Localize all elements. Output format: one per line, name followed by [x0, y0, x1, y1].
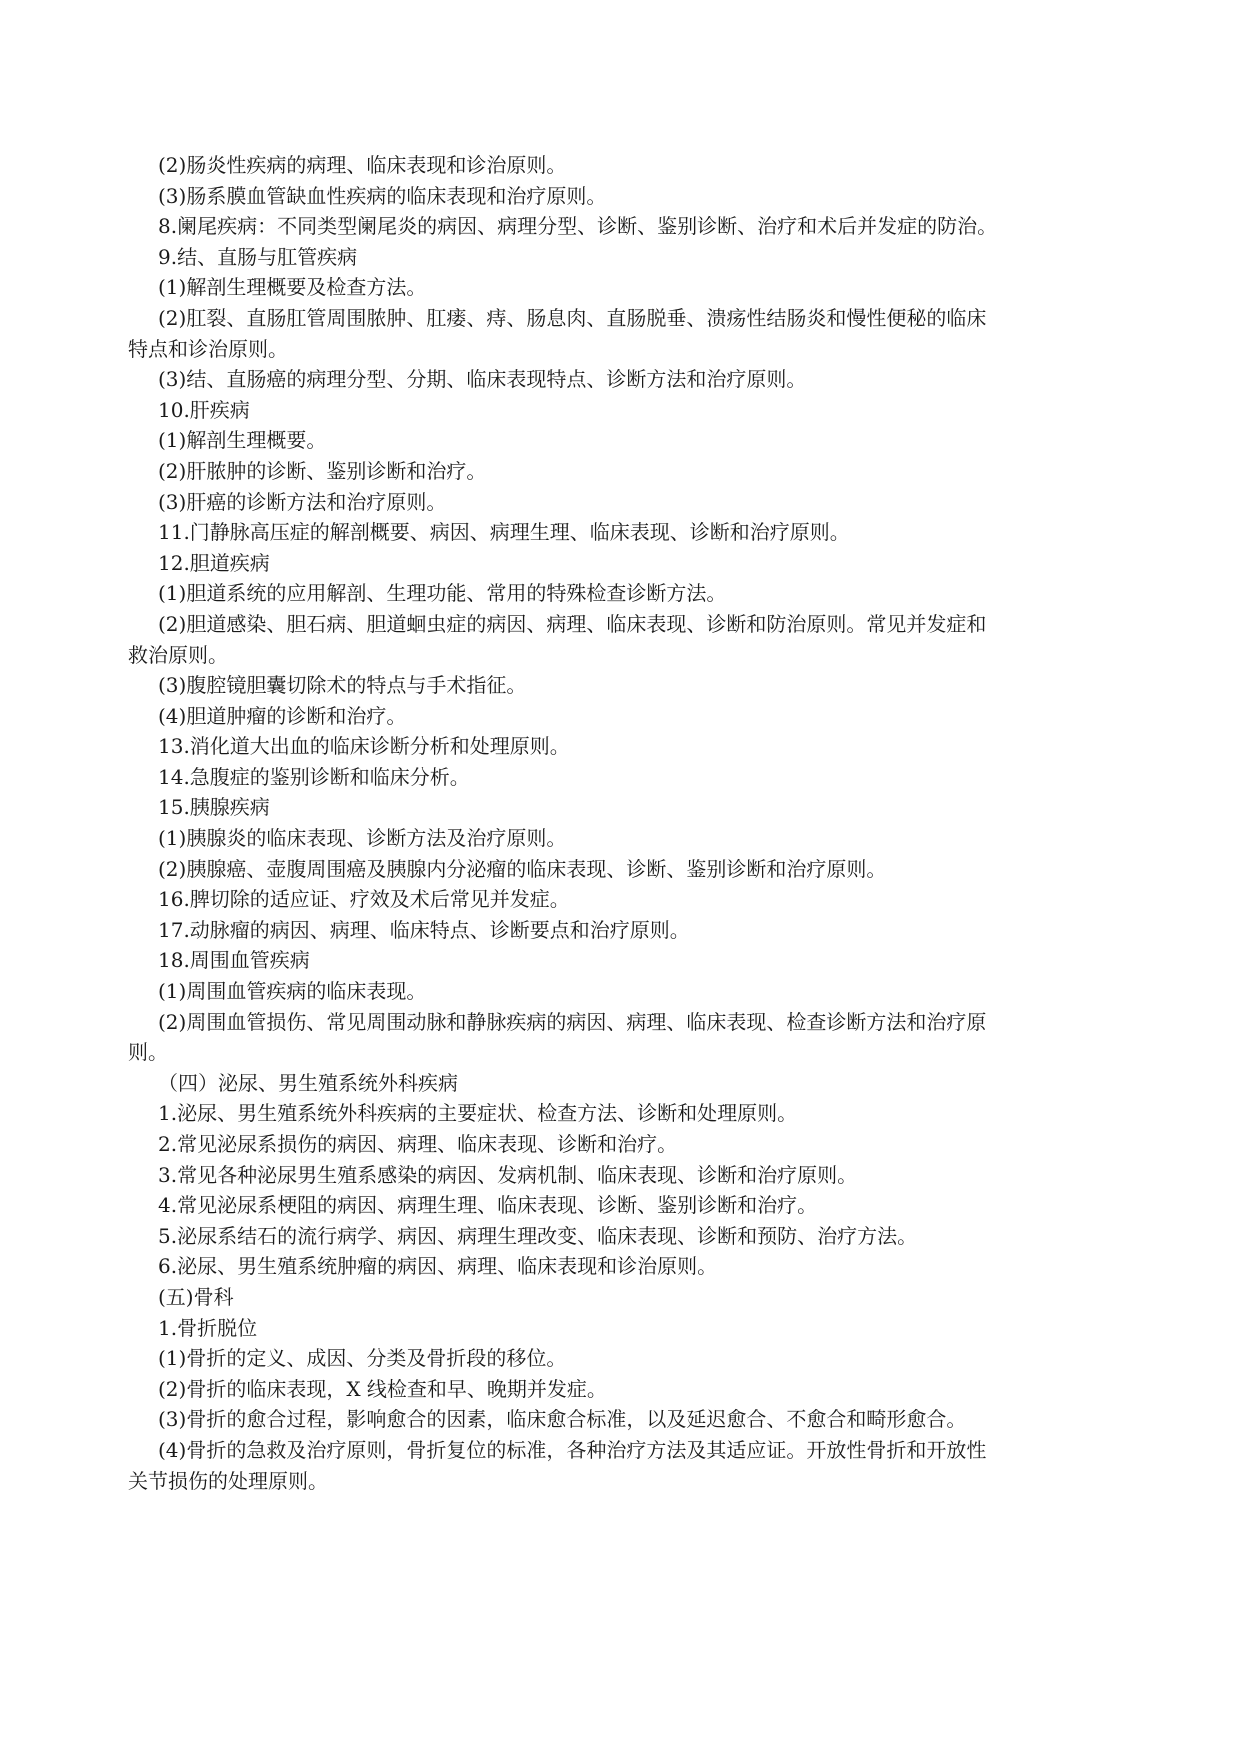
text-line: (2)胰腺癌、壶腹周围癌及胰腺内分泌瘤的临床表现、诊断、鉴别诊断和治疗原则。 — [158, 856, 887, 881]
text-line: 11.门静脉高压症的解剖概要、病因、病理生理、临床表现、诊断和治疗原则。 — [158, 520, 850, 545]
text-line: (2)周围血管损伤、常见周围动脉和静脉疾病的病因、病理、临床表现、检查诊断方法和治疗原 — [158, 1009, 987, 1034]
text-line: (2)肛裂、直肠肛管周围脓肿、肛瘘、痔、肠息肉、直肠脱垂、溃疡性结肠炎和慢性便秘的临床 — [158, 305, 987, 330]
text-line: (2)肠炎性疾病的病理、临床表现和诊治原则。 — [158, 153, 567, 177]
text-line: (4)胆道肿瘤的诊断和治疗。 — [158, 703, 407, 728]
text-line: (1)胰腺炎的临床表现、诊断方法及治疗原则。 — [158, 826, 567, 851]
text-line: (2)胆道感染、胆石病、胆道蛔虫症的病因、病理、临床表现、诊断和防治原则。常见并发症和 — [158, 611, 987, 636]
text-line: 10.肝疾病 — [158, 397, 250, 422]
text-line: (3)腹腔镜胆囊切除术的特点与手术指征。 — [158, 673, 527, 698]
text-line: (1)解剖生理概要及检查方法。 — [158, 275, 427, 300]
text-line: (3)结、直肠癌的病理分型、分期、临床表现特点、诊断方法和治疗原则。 — [158, 367, 807, 392]
text-line: 6.泌尿、男生殖系统肿瘤的病因、病理、临床表现和诊治原则。 — [158, 1254, 718, 1279]
text-line: (3)肝癌的诊断方法和治疗原则。 — [158, 489, 447, 514]
text-line: (2)肝脓肿的诊断、鉴别诊断和治疗。 — [158, 458, 487, 483]
text-line: 16.脾切除的适应证、疗效及术后常见并发症。 — [158, 887, 570, 912]
text-line: 14.急腹症的鉴别诊断和临床分析。 — [158, 764, 470, 789]
text-line: (3)肠系膜血管缺血性疾病的临床表现和治疗原则。 — [158, 183, 607, 208]
text-line-continuation: 关节损伤的处理原则。 — [128, 1468, 328, 1493]
text-line: 2.常见泌尿系损伤的病因、病理、临床表现、诊断和治疗。 — [158, 1132, 678, 1156]
text-line: 4.常见泌尿系梗阻的病因、病理生理、临床表现、诊断、鉴别诊断和治疗。 — [158, 1193, 818, 1218]
text-line: (五)骨科 — [158, 1284, 234, 1309]
text-line-continuation: 救治原则。 — [128, 642, 228, 667]
text-line-continuation: 特点和诊治原则。 — [128, 336, 288, 361]
text-line: 13.消化道大出血的临床诊断分析和处理原则。 — [158, 734, 570, 759]
text-line: (1)解剖生理概要。 — [158, 428, 327, 453]
text-line: (1)骨折的定义、成因、分类及骨折段的移位。 — [158, 1346, 567, 1371]
text-line: (1)周围血管疾病的临床表现。 — [158, 979, 427, 1004]
text-line: (2)骨折的临床表现，X 线检查和早、晚期并发症。 — [158, 1376, 607, 1401]
document-body — [128, 150, 1125, 1496]
text-line: 1.泌尿、男生殖系统外科疾病的主要症状、检查方法、诊断和处理原则。 — [158, 1101, 798, 1126]
section-heading: （四）泌尿、男生殖系统外科疾病 — [158, 1070, 458, 1095]
text-line: (3)骨折的愈合过程，影响愈合的因素，临床愈合标准，以及延迟愈合、不愈合和畸形愈合。 — [158, 1407, 967, 1432]
text-line: (4)骨折的急救及治疗原则，骨折复位的标准，各种治疗方法及其适应证。开放性骨折和开放性 — [158, 1437, 987, 1462]
text-line-continuation: 则。 — [128, 1040, 168, 1065]
text-line: 15.胰腺疾病 — [158, 795, 270, 820]
text-line: (1)胆道系统的应用解剖、生理功能、常用的特殊检查诊断方法。 — [158, 581, 727, 606]
text-line: 9.结、直肠与肛管疾病 — [158, 244, 358, 269]
text-line: 17.动脉瘤的病因、病理、临床特点、诊断要点和治疗原则。 — [158, 917, 690, 942]
text-line: 5.泌尿系结石的流行病学、病因、病理生理改变、临床表现、诊断和预防、治疗方法。 — [158, 1223, 918, 1248]
text-line: 8.阑尾疾病：不同类型阑尾炎的病因、病理分型、诊断、鉴别诊断、治疗和术后并发症的防治。 — [158, 214, 998, 239]
text-line: 3.常见各种泌尿男生殖系感染的病因、发病机制、临床表现、诊断和治疗原则。 — [158, 1162, 858, 1187]
text-line: 12.胆道疾病 — [158, 550, 270, 575]
text-line: 1.骨折脱位 — [158, 1315, 258, 1340]
text-line: 18.周围血管疾病 — [158, 948, 310, 973]
